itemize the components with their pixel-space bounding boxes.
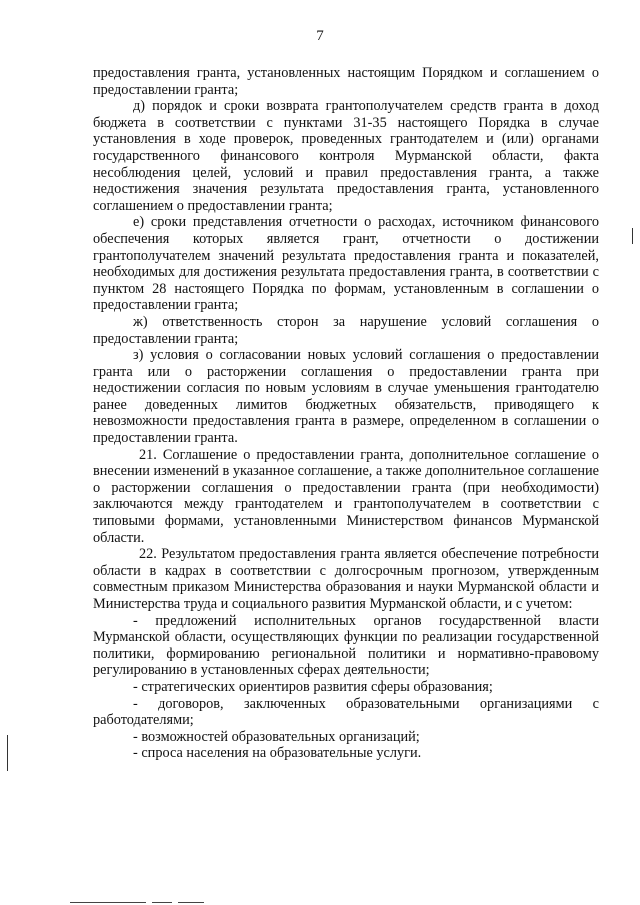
paragraph: предоставления гранта, установленных настоящим Порядком и соглашением о предоставлении гранта; [93,65,599,98]
paragraph: е) сроки представления отчетности о расходах, источником финансового обеспечения которых является грант, отчетности о достижении грантополучателем значений результата предоставления гранта и показателей, необходимых для достижения результата предоставления гранта, в соответствии с пунктом 28 настоящего Порядка по формам, установленным в соглашении о предоставлении гранта; [93,214,599,314]
paragraph: ж) ответственность сторон за нарушение условий соглашения о предоставлении гранта; [93,313,599,347]
scan-mark [632,228,633,244]
scan-mark [7,735,8,771]
list-item: - возможностей образовательных организаций; [133,728,420,745]
footer-rule [178,902,204,903]
footer-rule [152,902,172,903]
paragraph: д) порядок и сроки возврата грантополучателем средств гранта в доход бюджета в соответствии с пунктами 31-35 настоящего Порядка в случае установления в ходе проверок, проведенных грантодателем и (или) органами государственного финансового контроля Мурманской области, факта несоблюдения целей, условий и правил предоставления гранта, а также недостижения значения результата предоставления гранта, установленного соглашением о предоставлении гранта; [93,98,599,214]
footer-rule [70,902,146,903]
document-body [93,65,599,762]
paragraph: 22. Результатом предоставления гранта является обеспечение потребности области в кадрах в соответствии с долгосрочным прогнозом, утвержденным совместным приказом Министерства образования и науки Мурманской области и Министерства труда и социального развития Мурманской области, и с учетом: [93,546,599,612]
page-number: 7 [316,28,324,44]
paragraph: 21. Соглашение о предоставлении гранта, дополнительное соглашение о внесении изменений в указанное соглашение, а также дополнительное соглашение о расторжении соглашения о предоставлении гранта (при необходимости) заключаются между грантодателем и грантополучателем в соответствии с типовыми формами, установленными Министерством финансов Мурманской области. [93,446,599,546]
paragraph: з) условия о согласовании новых условий соглашения о предоставлении гранта или о расторжении соглашения о предоставлении гранта при недостижении согласия по новым условиям в случае уменьшения грантодателю ранее доведенных лимитов бюджетных обязательств, приводящего к невозможности предоставления гранта в размере, определенном в соглашении о предоставлении гранта. [93,347,599,447]
list-item: - предложений исполнительных органов государственной власти Мурманской области, осуществляющих функции по реализации государственной политики, формированию региональной политики и нормативно-правовому регулированию в установленных сферах деятельности; [93,612,599,679]
list-item: - договоров, заключенных образовательными организациями с работодателями; [93,695,599,729]
list-item: - стратегических ориентиров развития сферы образования; [133,678,493,695]
list-item: - спроса населения на образовательные услуги. [133,745,422,762]
